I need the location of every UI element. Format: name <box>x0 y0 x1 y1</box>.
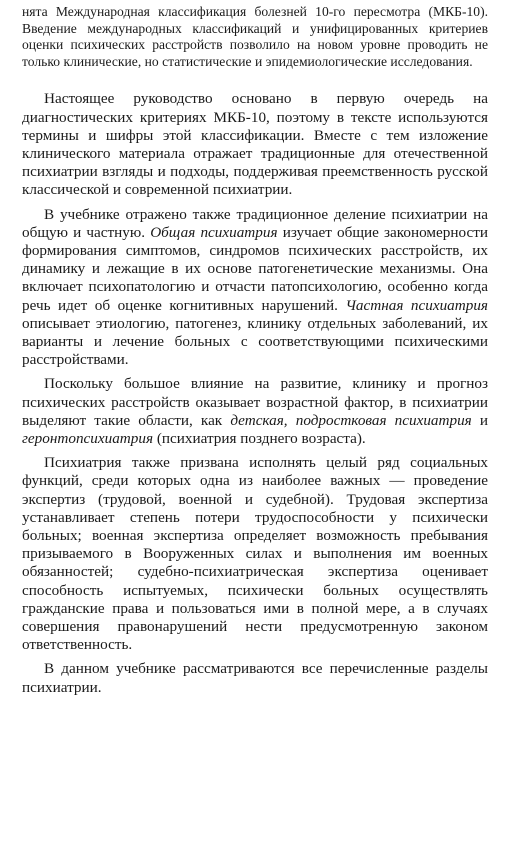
term-child-adolescent-psychiatry: детская, подростковая психиатрия <box>230 411 472 429</box>
paragraph-age-factor <box>22 375 488 448</box>
paragraph-general-special <box>22 206 488 370</box>
paragraph-text: изучает общие закономерности формирования симптомов, синдромов психических расстройств, их динамику и лежащие в их основе патогенетические механизмы. Она включает психопатологию и отчасти патопсихологию, особенно когда речь идет об оценке когнитивных нарушений. <box>22 223 488 314</box>
paragraph-text: нята Международная классификация болезней 10-го пересмотра (МКБ-10). Введение международных классификаций и унифицированных критериев оценки психических расстройств позволило на новом уровне проводить не только клинические, но статистические и эпидемиологические исследования. <box>22 4 488 69</box>
paragraph-intro <box>22 4 488 70</box>
term-general-psychiatry: Общая психиатрия <box>150 223 278 241</box>
paragraph-text: В данном учебнике рассматриваются все перечисленные разделы психиатрии. <box>22 660 488 696</box>
paragraph-text: (психиатрия позднего возраста). <box>153 430 366 448</box>
book-page <box>22 4 488 703</box>
paragraph-social-functions <box>22 454 488 654</box>
term-special-psychiatry: Частная психиатрия <box>345 296 488 314</box>
paragraph-text: и <box>471 411 488 429</box>
paragraph-text: Психиатрия также призвана исполнять целый ряд социальных функций, среди которых одна из наиболее важных — проведение экспертиз (трудовой, военной и судебной). Трудовая экспертиза устанавливает степень потери трудоспособности у психически больных; военная экспертиза определяет возможность пребывания призываемого в Вооруженных силах и выполнения им военных обязанностей; судебно-психиатрическая экспертиза оценивает способность испытуемых, психически больных осуществлять гражданские права и пользоваться ими в полной мере, а в случаях совершения правонарушений нести предусмотренную законом ответственность. <box>22 454 488 654</box>
paragraph-text: описывает этиологию, патогенез, клинику отдельных заболеваний, их варианты и лечение больных с соответствующими психическими расстройствами. <box>22 314 488 369</box>
paragraph-guide-basis <box>22 90 488 199</box>
paragraph-closing <box>22 660 488 696</box>
paragraph-text: В учебнике отражено также традиционное деление психиатрии на общую и частную. <box>22 205 488 241</box>
paragraph-text: Поскольку большое влияние на развитие, клинику и прогноз психических расстройств оказывает возрастной фактор, в психиатрии выделяют такие области, как <box>22 375 488 429</box>
paragraph-text: Настоящее руководство основано в первую очередь на диагностических критериях МКБ-10, поэтому в тексте используются термины и шифры этой классификации. Вместе с тем изложение клинического материала отражает традиционные для отечественной психиатрии взгляды и подходы, поддерживая преемственность русской классической и современной психиатрии. <box>22 90 488 199</box>
term-gerontopsychiatry: геронтопсихиатрия <box>22 430 154 448</box>
